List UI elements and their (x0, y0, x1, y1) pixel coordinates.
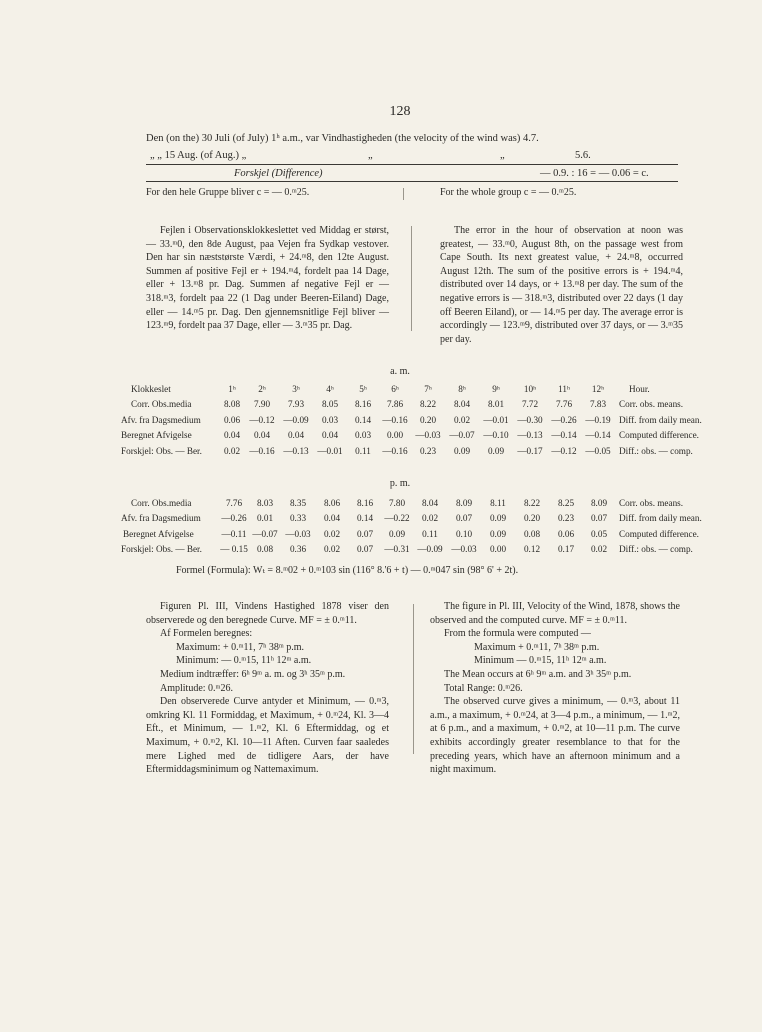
header-line-2-value: 5.6. (575, 150, 591, 161)
table-cell: —0.17 (517, 445, 543, 456)
table-cell: — 0.15 (220, 544, 248, 555)
table-cell: Corr. Obs.media (131, 497, 192, 508)
am-header-row (121, 381, 715, 397)
table-cell: 0.23 (557, 513, 575, 524)
table-cell: 8.08 (223, 399, 241, 410)
am-header-cell: 12ʰ (591, 383, 605, 394)
bottom-en-range: Total Range: 0.ᵐ26. (444, 682, 523, 694)
bottom-en-p3: The observed curve gives a minimum, — 0.ᵐ3, about 11 a.m., a maximum, + 0.ᵐ24, at 3—4 p.m., a minimum, — 1.ᵐ2, at 6 p.m., and a maximum, + 0.ᵐ2, at 10—11 p.m. The curve exhibits accordingly greater resemblance to that for the preceding years, which have an afternoon minimum and a night maximum. (430, 696, 680, 776)
table-cell: 0.09 (487, 445, 505, 456)
table-cell: —0.13 (283, 445, 309, 456)
table-cell: —0.01 (483, 414, 509, 425)
table-cell: —0.01 (317, 445, 343, 456)
table-cell: 7.86 (386, 399, 404, 410)
table-cell: 0.11 (422, 528, 438, 539)
table-cell: 7.76 (555, 399, 573, 410)
table-cell: —0.30 (517, 414, 543, 425)
header-line-2-left: „ „ 15 Aug. (of Aug.) „ (150, 150, 247, 161)
table-cell: Diff.: obs. — comp. (619, 544, 693, 555)
table-cell: —0.12 (249, 414, 275, 425)
table-cell: Diff. from daily mean. (619, 513, 702, 524)
bottom-no-p3: Den observerede Curve antyder et Minimum, — 0.ᵐ3, omkring Kl. 11 Formiddag, et Maximum, + 0.ᵐ24, Kl. 3—4 Eft., et Minimum, — 1.ᵐ2, Kl. 6 Eftermiddag, og et Maximum, + 0.ᵐ2, Kl. 10—11 Aften. Curven faar saaledes mere Lighed med de tidligere Aars, der have Eftermiddagsminimum og Nattemaximum. (146, 696, 389, 776)
table-cell: Computed difference. (619, 528, 699, 539)
table-cell: Forskjel: Obs. — Ber. (121, 445, 202, 456)
table-cell: —0.26 (551, 414, 577, 425)
table-cell: Corr. obs. means. (619, 399, 684, 410)
table-cell: 0.04 (253, 430, 271, 441)
table-cell: —0.09 (283, 414, 309, 425)
table-cell: 7.80 (388, 497, 406, 508)
am-header-cell: 3ʰ (292, 383, 300, 394)
header-line-1: Den (on the) 30 Juli (of July) 1ʰ a.m., var Vindhastigheden (the velocity of the wind was) 4.7. (146, 133, 539, 144)
table-cell: —0.14 (551, 430, 577, 441)
am-header-cell: 10ʰ (523, 383, 537, 394)
table-cell: —0.14 (585, 430, 611, 441)
group-c-no: For den hele Gruppe bliver c = — 0.ᵐ25. (146, 187, 310, 198)
bottom-no-medium: Medium indtræffer: 6ʰ 9ᵐ a. m. og 3ʰ 35ᵐ p.m. (160, 668, 346, 680)
table-cell: 0.05 (590, 528, 608, 539)
table-cell: 8.25 (557, 497, 575, 508)
table-cell: —0.16 (382, 445, 408, 456)
table-cell: Beregnet Afvigelse (123, 528, 194, 539)
column-divider-top (403, 188, 404, 200)
table-cell: 8.35 (289, 497, 307, 508)
bottom-en-mean: The Mean occurs at 6ʰ 9ᵐ a.m. and 3ʰ 35ᵐ p.m. (444, 668, 632, 680)
bottom-no-p2: Af Formelen beregnes: (160, 628, 253, 640)
header-line-2-ditto-2: „ (500, 150, 505, 161)
table-row (121, 397, 715, 413)
table-cell: —0.13 (517, 430, 543, 441)
difference-label: Forskjel (Difference) (234, 168, 323, 179)
table-cell: 0.07 (455, 513, 473, 524)
intro-norwegian (146, 224, 389, 333)
table-cell: 7.90 (253, 399, 271, 410)
table-cell: Corr. Obs.media (131, 399, 192, 410)
table-row (121, 511, 715, 527)
table-cell: 0.07 (356, 544, 374, 555)
table-cell: Afv. fra Dagsmedium (121, 414, 201, 425)
table-row (121, 526, 715, 542)
table-cell: 8.06 (323, 497, 341, 508)
table-cell: 0.09 (453, 445, 471, 456)
table-cell: —0.16 (382, 414, 408, 425)
table-cell: 8.05 (321, 399, 339, 410)
table-cell: 0.02 (590, 544, 608, 555)
table-cell: 0.36 (289, 544, 307, 555)
table-row (121, 443, 715, 459)
column-divider-intro (411, 226, 412, 331)
bottom-no-max: Maximum: + 0.ᵐ11, 7ʰ 38ᵐ p.m. (176, 641, 304, 653)
table-cell: 0.02 (323, 544, 341, 555)
difference-value: — 0.9. : 16 = — 0.06 = c. (540, 168, 649, 179)
pm-table (121, 495, 715, 557)
table-cell: 7.83 (589, 399, 607, 410)
bottom-no-min: Minimum: — 0.ᵐ15, 11ʰ 12ᵐ a.m. (176, 655, 312, 667)
table-cell: 0.01 (256, 513, 274, 524)
table-cell: 0.02 (323, 528, 341, 539)
table-cell: 7.93 (287, 399, 305, 410)
table-cell: 8.11 (490, 497, 506, 508)
table-cell: —0.07 (449, 430, 475, 441)
am-header-cell: Klokkeslet (131, 383, 171, 394)
table-cell: —0.16 (249, 445, 275, 456)
header-rule-top (146, 164, 678, 165)
table-cell: 8.04 (421, 497, 439, 508)
table-cell: 0.06 (557, 528, 575, 539)
table-cell: —0.31 (384, 544, 410, 555)
am-header-cell: 4ʰ (326, 383, 334, 394)
table-cell: 0.07 (590, 513, 608, 524)
table-cell: 0.14 (354, 414, 372, 425)
table-cell: 8.04 (453, 399, 471, 410)
table-cell: 0.02 (453, 414, 471, 425)
table-cell: 0.10 (455, 528, 473, 539)
am-header-cell: 6ʰ (391, 383, 399, 394)
bottom-no-amp: Amplitude: 0.ᵐ26. (160, 682, 233, 694)
header-line-2-ditto-1: „ (368, 150, 373, 161)
table-cell: —0.03 (451, 544, 477, 555)
table-cell: 0.20 (419, 414, 437, 425)
bottom-en-p1: The figure in Pl. III, Velocity of the Wind, 1878, shows the observed and the computed curve. MF = ± 0.ᵐ11. (430, 601, 680, 626)
bottom-english (430, 600, 680, 777)
group-c-en: For the whole group c = — 0.ᵐ25. (440, 187, 577, 198)
table-row (121, 495, 715, 511)
bottom-en-p2: From the formula were computed — (444, 628, 591, 640)
intro-no-text: Fejlen i Observationsklokkeslettet ved Middag er størst, — 33.ᵐ0, den 8de August, paa Vejen fra Sydkap vestover. Den har sin næststørste Værdi, + 24.ᵐ8, den 12te August. Summen af positive Fejl er + 194.ᵐ4, fordelt paa 14 Dage, eller + 13.ᵐ8 pr. Dag. Summen af negative Fejl er — 318.ᵐ3, fordelt paa 22 (1 Dag under Beeren-Eiland) Dage, eller — 14.ᵐ5 pr. Dag. Den gjennemsnitlige Fejl bliver — 123.ᵐ9, fordelt paa 37 Dage, eller — 3.ᵐ35 pr. Dag. (146, 225, 389, 332)
page-number: 128 (389, 104, 411, 119)
table-cell: 0.02 (421, 513, 439, 524)
table-cell: 0.07 (356, 528, 374, 539)
table-cell: —0.12 (551, 445, 577, 456)
table-cell: 0.09 (388, 528, 406, 539)
table-cell: —0.03 (415, 430, 441, 441)
am-header-cell: 2ʰ (258, 383, 266, 394)
table-cell: 0.04 (323, 513, 341, 524)
table-cell: 0.00 (386, 430, 404, 441)
table-cell: Afv. fra Dagsmedium (121, 513, 201, 524)
intro-en-text: The error in the hour of observation at noon was greatest, — 33.ᵐ0, August 8th, on the passage west from Cape South. Its next greatest value, + 24.ᵐ8, occurred August 12th. The sum of the positive errors is + 194.ᵐ4, distributed over 14 days, or + 13.ᵐ8 per day. The sum of the negative errors is — 318.ᵐ3, distributed over 22 days (1 day off Beeren Eiland), or — 14.ᵐ5 per day. The average error is accordingly — 123.ᵐ9, distributed over 37 days, or — 3.ᵐ35 per day. (440, 225, 683, 345)
table-cell: 0.08 (523, 528, 541, 539)
am-header-cell: 11ʰ (558, 383, 570, 394)
am-header-cell: 1ʰ (228, 383, 236, 394)
am-header-cell: 8ʰ (458, 383, 466, 394)
table-cell: Corr. obs. means. (619, 497, 684, 508)
table-cell: 0.08 (256, 544, 274, 555)
table-cell: 0.02 (223, 445, 241, 456)
table-cell: Computed difference. (619, 430, 699, 441)
bottom-norwegian (146, 600, 389, 777)
am-header-cell: 5ʰ (359, 383, 367, 394)
am-header-cell: 7ʰ (424, 383, 432, 394)
table-cell: 0.17 (557, 544, 575, 555)
bottom-en-max: Maximum + 0.ᵐ11, 7ʰ 38ᵐ p.m. (474, 641, 600, 653)
table-cell: 8.09 (455, 497, 473, 508)
table-cell: 0.00 (489, 544, 507, 555)
table-cell: 8.16 (356, 497, 374, 508)
bottom-no-p1: Figuren Pl. III, Vindens Hastighed 1878 viser den observerede og den beregnede Curve. MF = ± 0.ᵐ11. (146, 601, 389, 626)
table-cell: 8.01 (487, 399, 505, 410)
table-cell: 0.04 (321, 430, 339, 441)
table-cell: —0.09 (417, 544, 443, 555)
column-divider-bottom (413, 604, 414, 754)
am-table (121, 381, 715, 459)
table-cell: Diff. from daily mean. (619, 414, 702, 425)
table-cell: Diff.: obs. — comp. (619, 445, 693, 456)
am-header-cell: 9ʰ (492, 383, 500, 394)
table-cell: Beregnet Afvigelse (121, 430, 192, 441)
table-cell: 8.22 (419, 399, 437, 410)
table-cell: —0.05 (585, 445, 611, 456)
table-cell: 0.03 (321, 414, 339, 425)
am-header-cell: Hour. (629, 383, 650, 394)
table-cell: 0.14 (356, 513, 374, 524)
table-cell: 0.33 (289, 513, 307, 524)
table-row (121, 428, 715, 444)
table-cell: —0.26 (221, 513, 247, 524)
table-cell: 0.12 (523, 544, 541, 555)
table-row (121, 412, 715, 428)
table-cell: 0.23 (419, 445, 437, 456)
pm-title: p. m. (389, 478, 411, 489)
table-cell: 7.76 (225, 497, 243, 508)
bottom-en-min: Minimum — 0.ᵐ15, 11ʰ 12ᵐ a.m. (474, 655, 607, 667)
table-cell: 0.11 (355, 445, 371, 456)
am-title: a. m. (390, 366, 410, 377)
table-cell: 0.04 (287, 430, 305, 441)
header-rule-bottom (146, 181, 678, 182)
table-cell: 0.09 (489, 513, 507, 524)
table-cell: —0.03 (285, 528, 311, 539)
table-cell: 8.22 (523, 497, 541, 508)
table-cell: 0.06 (223, 414, 241, 425)
table-cell: Forskjel: Obs. — Ber. (121, 544, 202, 555)
table-cell: 8.16 (354, 399, 372, 410)
table-cell: —0.07 (252, 528, 278, 539)
table-cell: 0.03 (354, 430, 372, 441)
table-cell: 0.20 (523, 513, 541, 524)
table-cell: 0.09 (489, 528, 507, 539)
table-cell: 7.72 (521, 399, 539, 410)
table-cell: 0.04 (223, 430, 241, 441)
table-row (121, 542, 715, 558)
formula: Formel (Formula): Wₜ = 8.ᵐ02 + 0.ᵐ103 sin (116° 8.'6 + t) — 0.ᵐ047 sin (98° 6' + 2t). (176, 565, 519, 576)
table-cell: —0.22 (384, 513, 410, 524)
table-cell: 8.09 (590, 497, 608, 508)
table-cell: —0.19 (585, 414, 611, 425)
table-cell: —0.10 (483, 430, 509, 441)
table-cell: 8.03 (256, 497, 274, 508)
table-cell: —0.11 (221, 528, 247, 539)
intro-english (440, 224, 683, 346)
